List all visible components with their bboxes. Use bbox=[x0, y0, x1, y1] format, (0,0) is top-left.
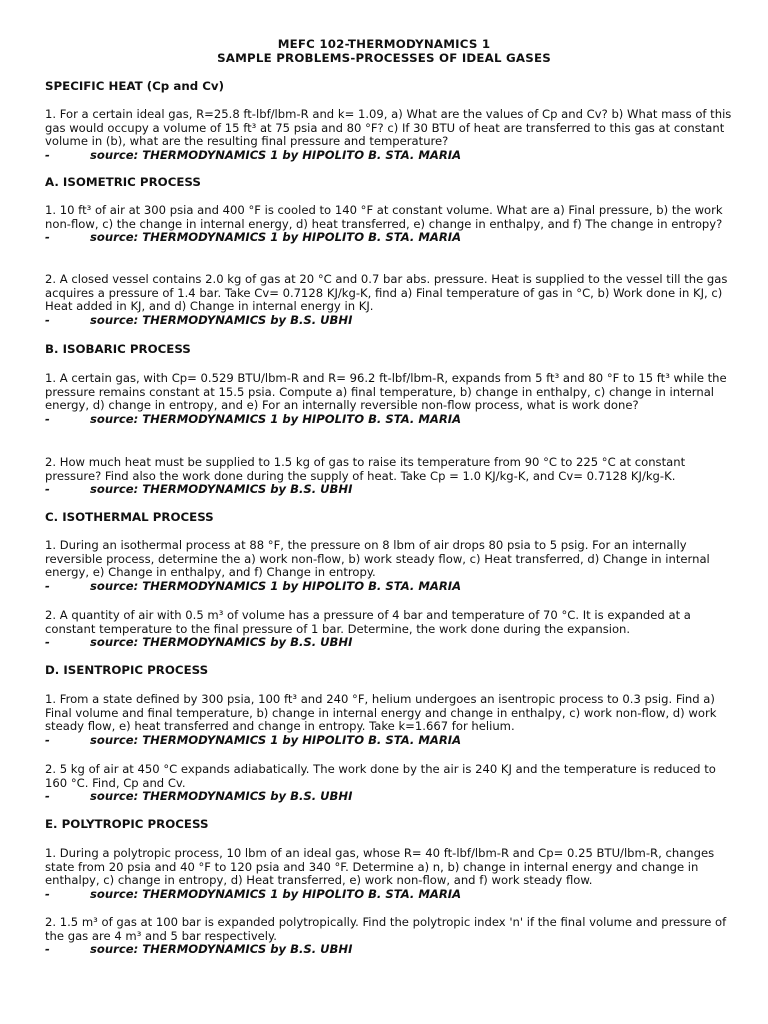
section-heading: A. ISOMETRIC PROCESS bbox=[45, 175, 201, 189]
problem-source: - source: THERMODYNAMICS 1 by HIPOLITO B. STA. MARIA bbox=[45, 732, 462, 747]
section-heading: B. ISOBARIC PROCESS bbox=[45, 342, 191, 356]
problem-text: 2. 1.5 m³ of gas at 100 bar is expanded polytropically. Find the polytropic index 'n' if the final volume and pressure of the gas are 4 m³ and 5 bar respectively. bbox=[45, 915, 727, 943]
section-heading: D. ISENTROPIC PROCESS bbox=[45, 663, 209, 677]
problem-item bbox=[45, 847, 735, 901]
problem-text: 1. During a polytropic process, 10 lbm of an ideal gas, whose R= 40 ft-lbf/lbm-R and Cp= 0.25 BTU/lbm-R, changes state from 20 psia and 40 °F to 120 psia and 340 °F. Determine a) n, b) change in internal energy and change in enthalpy, c) change in entropy, d) Heat transferred, e) work non-flow, and f) work steady flow. bbox=[45, 846, 715, 888]
problem-item bbox=[45, 609, 735, 650]
problem-text: 2. How much heat must be supplied to 1.5 kg of gas to raise its temperature from 90 °C to 225 °C at constant pressure? Find also the work done during the supply of heat. Take Cp = 1.0 KJ/kg-K, and Cv= 0.7128 KJ/kg-K. bbox=[45, 455, 686, 483]
problem-source: - source: THERMODYNAMICS by B.S. UBHI bbox=[45, 789, 353, 804]
course-title: MEFC 102-THERMODYNAMICS 1 bbox=[277, 37, 491, 51]
problem-item bbox=[45, 693, 735, 747]
problem-item bbox=[45, 916, 735, 957]
problem-text: 2. A quantity of air with 0.5 m³ of volume has a pressure of 4 bar and temperature of 70 °C. It is expanded at a constant temperature to the final pressure of 1 bar. Determine, the work done during the expansion. bbox=[45, 608, 691, 636]
problem-text: 1. During an isothermal process at 88 °F, the pressure on 8 lbm of air drops 80 psia to 5 psig. For an internally reversible process, determine the a) work non-flow, b) work steady flow, c) Heat transferred, d) Change in internal energy, e) Change in enthalpy, and f) Change in entropy. bbox=[45, 538, 710, 580]
section-heading: C. ISOTHERMAL PROCESS bbox=[45, 510, 214, 524]
section-heading: E. POLYTROPIC PROCESS bbox=[45, 817, 209, 831]
document-subtitle: SAMPLE PROBLEMS-PROCESSES OF IDEAL GASES bbox=[217, 51, 551, 65]
problem-item bbox=[45, 108, 735, 162]
problem-text: 1. A certain gas, with Cp= 0.529 BTU/lbm-R and R= 96.2 ft-lbf/lbm-R, expands from 5 ft³ and 80 °F to 15 ft³ while the pressure remains constant at 15.5 psia. Compute a) final temperature, b) change in enthalpy, c) change in internal energy, d) change in entropy, and e) For an internally reversible non-flow process, what is work done? bbox=[45, 371, 727, 413]
problem-source: - source: THERMODYNAMICS 1 by HIPOLITO B. STA. MARIA bbox=[45, 230, 462, 245]
problem-source: - source: THERMODYNAMICS by B.S. UBHI bbox=[45, 482, 353, 497]
problem-source: - source: THERMODYNAMICS by B.S. UBHI bbox=[45, 312, 353, 327]
section-heading: SPECIFIC HEAT (Cp and Cv) bbox=[45, 79, 225, 93]
problem-item bbox=[45, 372, 735, 426]
problem-source: - source: THERMODYNAMICS by B.S. UBHI bbox=[45, 942, 353, 957]
problem-text: 2. 5 kg of air at 450 °C expands adiabatically. The work done by the air is 240 KJ and the temperature is reduced to 160 °C. Find, Cp and Cv. bbox=[45, 762, 716, 790]
problem-item bbox=[45, 539, 735, 593]
problem-item bbox=[45, 204, 735, 245]
problem-source: - source: THERMODYNAMICS 1 by HIPOLITO B. STA. MARIA bbox=[45, 411, 462, 426]
problem-source: - source: THERMODYNAMICS 1 by HIPOLITO B. STA. MARIA bbox=[45, 578, 462, 593]
problem-item bbox=[45, 456, 735, 497]
problem-item bbox=[45, 273, 735, 327]
problem-source: - source: THERMODYNAMICS 1 by HIPOLITO B. STA. MARIA bbox=[45, 147, 462, 162]
problem-text: 1. 10 ft³ of air at 300 psia and 400 °F is cooled to 140 °F at constant volume. What are a) Final pressure, b) the work non-flow, c) the change in internal energy, d) heat transferred, e) change in enthalpy, and f) The change in entropy? bbox=[45, 203, 723, 231]
problem-text: 1. From a state defined by 300 psia, 100 ft³ and 240 °F, helium undergoes an isentropic process to 0.3 psig. Find a) Final volume and final temperature, b) change in internal energy and change in enthalpy, c) work non-flow, d) work steady flow, e) heat transferred and change in entropy. Take k=1.667 for helium. bbox=[45, 692, 717, 734]
problem-source: - source: THERMODYNAMICS 1 by HIPOLITO B. STA. MARIA bbox=[45, 886, 462, 901]
problem-text: 1. For a certain ideal gas, R=25.8 ft-lbf/lbm-R and k= 1.09, a) What are the values of Cp and Cv? b) What mass of this gas would occupy a volume of 15 ft³ at 75 psia and 80 °F? c) If 30 BTU of heat are transferred to this gas at constant volume in (b), what are the resulting final pressure and temperature? bbox=[45, 107, 732, 149]
problem-source: - source: THERMODYNAMICS by B.S. UBHI bbox=[45, 635, 353, 650]
problem-item bbox=[45, 763, 735, 804]
problem-text: 2. A closed vessel contains 2.0 kg of gas at 20 °C and 0.7 bar abs. pressure. Heat is supplied to the vessel till the gas acquires a pressure of 1.4 bar. Take Cv= 0.7128 KJ/kg-K, find a) Final temperature of gas in °C, b) Work done in KJ, c) Heat added in KJ, and d) Change in internal energy in KJ. bbox=[45, 272, 728, 314]
